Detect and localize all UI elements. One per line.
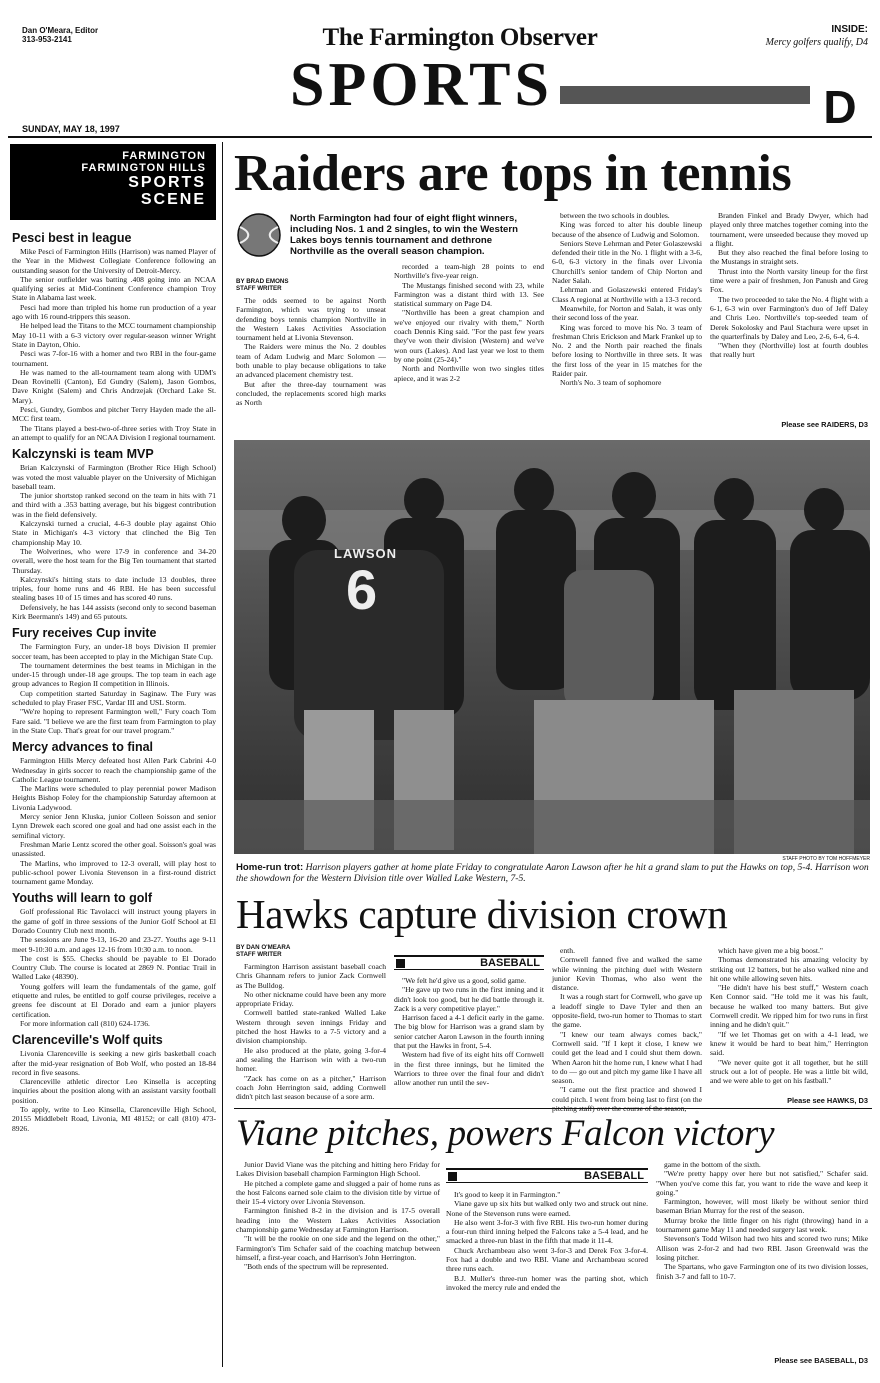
editor-phone: 313-953-2141: [22, 35, 72, 44]
caption-label: Home-run trot:: [236, 862, 304, 873]
brief-headline: Clarenceville's Wolf quits: [12, 1033, 163, 1048]
home-run-photo: [234, 440, 870, 854]
photo-caption: [236, 862, 870, 884]
story-paragraph: "Northville has been a great champion and we've enjoyed our rivalry with them," North coach Dennis King said. "For the past few years they've won their division (Western) and we've won ours (Lakes). And last year we lost to them by one point (25-24).": [394, 308, 544, 364]
story-paragraph: Viane gave up six hits but walked only two and struck out nine. None of the Stevenson runs were earned.: [446, 1199, 648, 1218]
viane-col-1: [236, 1160, 440, 1360]
story-paragraph: "Both ends of the spectrum will be represented.: [244, 1262, 389, 1272]
brief-paragraph: Pesci, Gundry, Gombos and pitcher Terry Hayden made the all-MCC first team.: [12, 405, 216, 424]
scene-line-3: SPORTS: [128, 174, 206, 191]
story-paragraph: game in the bottom of the sixth.: [664, 1160, 761, 1169]
viane-col-2: [446, 1190, 648, 1360]
byline-name: BY DAN O'MEARA: [236, 944, 291, 951]
baseball-tag-icon: [448, 1172, 457, 1181]
editor-name: Dan O'Meara, Editor: [22, 26, 99, 35]
briefs-column: [12, 226, 216, 1366]
sports-scene-box: [10, 144, 216, 220]
masthead-rule: [8, 136, 872, 138]
brief-headline: Pesci best in league: [12, 231, 132, 245]
baseball-tag-label: BASEBALL: [584, 1170, 644, 1182]
viane-headline: Viane pitches, powers Falcon victory: [236, 1113, 775, 1154]
tennis-col-4: [710, 211, 868, 417]
brief-headline: Kalczynski is team MVP: [12, 447, 154, 462]
story-divider: [234, 1108, 872, 1109]
brief-paragraph: Kalczynski turned a crucial, 4-6-3 double play against Ohio State in Michigan's 4-3 victory that clinched the Big Ten championship May 10.: [12, 519, 216, 547]
brief-paragraph: The sessions are June 9-13, 16-20 and 23-27. Youths age 9-11 meet 9-10:30 a.m. and ages 12-16 from 10:30 a.m. to noon.: [12, 935, 216, 954]
tennis-byline: [236, 278, 386, 292]
brief-paragraph: The cost is $55. Checks should be payable to El Dorado Country Club. The course is located at 2869 N. Pontiac Trail in Walled Lake (48390).: [12, 953, 216, 982]
story-paragraph: The Raiders were minus the No. 2 doubles team of Adam Ludwig and Marc Solomon — both unable to play because obligations to take an advanced placement chemistry test.: [236, 342, 386, 380]
brief-paragraph: The Marlins were scheduled to play perennial power Madison Heights Bishop Foley for the championship Saturday afternoon at Livonia Ladywood.: [12, 784, 216, 812]
story-paragraph: "Zack has come on as a pitcher," Harrison coach John Herrington said, adding Cornwell didn't pitch last season because of a sore arm.: [236, 1073, 386, 1102]
hawks-jump-link[interactable]: Please see HAWKS, D3: [787, 1096, 868, 1105]
story-paragraph: "We never quite got it all together, but he still struck out a lot of people. He was a little bit wild, and we were able to get on his fastball.": [710, 1057, 868, 1086]
brief-headline: Fury receives Cup invite: [12, 626, 157, 641]
story-paragraph: "I came out the first practice and showed I could pitch. I went from being last to first (on the: [552, 1085, 702, 1104]
story-paragraph: The odds seemed to be against North Farmington, which was trying to unseat defending boys tennis champion Northville in the Western Lakes Activities Association tournament held at Livonia Stevenson.: [236, 296, 386, 343]
brief-paragraph: Mike Pesci of Farmington Hills (Harrison) was named Player of the Year in the Midwest Collegiate Conference following an outstanding season for the University of Detroit-Mercy.: [12, 247, 216, 275]
story-paragraph: between the two schools in doubles.: [560, 211, 670, 220]
tennis-jump-link[interactable]: Please see RAIDERS, D3: [781, 420, 868, 429]
brief-paragraph: Mercy senior Jenn Kluska, junior Colleen Soisson and senior Lynn Drewek each scored one goal and had one assist each in the semifinal victory.: [12, 812, 216, 840]
tennis-col-2: [394, 262, 544, 440]
story-paragraph: "He gave up two runs in the first inning and it didn't look too good, but he did battle through it. Zack is a very competitive player.": [394, 985, 544, 1013]
viane-jump-link[interactable]: Please see BASEBALL, D3: [774, 1356, 868, 1365]
story-paragraph: "It will be the rookie on one side and the legend on the other," Farmington's Tim Schafer said of the coaching matchup between himself, a first-year coach, and Harrison's John Herrington.: [236, 1234, 440, 1262]
brief-fury: [12, 626, 216, 735]
caption-text: Harrison players gather at home plate Friday to congratulate Aaron Lawson after he hit a grand slam to put the Hawks on top, 5-4. Harrison won the showdown for the Western Division title over Walled Lake Western, 7-5.: [236, 862, 869, 884]
brief-paragraph: Livonia Clarenceville is seeking a new girls basketball coach after the mid-year resignation of Bob Wolf, who posted an 18-84 record in five seasons.: [12, 1049, 216, 1077]
inside-box: [700, 24, 868, 50]
story-paragraph: Murray broke the little finger on his right (throwing) hand in a tournament game May 11 and needed surgery last week.: [656, 1215, 868, 1235]
byline-role: STAFF WRITER: [236, 285, 282, 292]
story-paragraph: "If we let Thomas get on with a 4-1 lead, we knew it would be hard to beat him," Herrington said.: [710, 1029, 868, 1058]
story-paragraph: B.J. Muller's three-run homer was the parting shot, which invoked the mercy rule and ended the: [446, 1273, 648, 1292]
brief-paragraph: The Farmington Fury, an under-18 boys Division II premier soccer team, has been accepted to play in the Michigan State Cup.: [12, 642, 216, 661]
story-paragraph: North's No. 3 team of sophomore: [560, 378, 662, 388]
story-paragraph: Cornwell fanned five and walked the same while winning the pitching duel with Western junior Kevin Thomas, who also went the distance.: [552, 955, 702, 993]
story-paragraph: Farmington Harrison assistant baseball coach Chris Ghannam refers to junior Zack Cornwell as The Bulldog.: [236, 962, 386, 990]
story-paragraph: Stevenson's Todd Wilson had two hits and scored two runs; Mike Allison was 2-for-2 and had two RBI. Jason Greenwald was the losing pitcher.: [656, 1234, 868, 1262]
story-paragraph: The two proceeded to take the No. 4 flight with a 6-1, 6-3 win over Farmington's duo of Jeff Daley and Chris Leo. Northville's top-seeded team of Derek Sokolosky and Paul Stachura were upset in the quarterfinals by Daley and Leo, 2-6, 6-4, 6-4.: [710, 294, 868, 341]
brief-paragraph: He was named to the all-tournament team along with UDM's Dean Rovinelli (Canton), Ed Gundry (Salem), Jason Gombos, Dave Knight (Salem) and Chris Andrzejak (Orchard Lake St. Mary).: [12, 367, 216, 405]
section-title: SPORTS: [290, 51, 554, 119]
section-rule: [560, 86, 810, 104]
brief-paragraph: The tournament determines the best teams in Michigan in the under-15 through under-18 age groups. The top team in each age group advances to Region II competition in Illinois.: [12, 660, 216, 689]
story-paragraph: Lehrman and Golaszewski entered Friday's Class A regional at Northville with a 13-3 record.: [552, 285, 702, 304]
brief-paragraph: Young golfers will learn the fundamentals of the game, golf etiquette and rules, be entitled to golf course privileges, receive a greens fee discount at El Dorado and earn a junior players certification.: [12, 981, 216, 1019]
section-letter: D: [823, 81, 857, 133]
story-paragraph: "We're pretty happy over here but not satisfied," Schafer said. "When you've come this far, you want to ride the wave and keep it going.": [656, 1169, 868, 1197]
brief-paragraph: To apply, write to Leo Kinsella, Clarenceville High School, 20155 Middlebelt Road, Livonia, MI 48152; or call (810) 473-8926.: [12, 1105, 216, 1133]
brief-paragraph: Golf professional Ric Tavolacci will instruct young players in the game of golf in three sessions of the Junior Golf School at El Dorado Country Club next month.: [12, 907, 216, 935]
hawks-col-4: [710, 946, 868, 1094]
story-paragraph: Seniors Steve Lehrman and Peter Golaszewski defended their title in the No. 1 flight with a 3-6, 6-0, 6-3 victory in the finals over Livonia Churchill's senior tandem of Chip Norton and Nader Salah.: [552, 238, 702, 286]
photo-credit: STAFF PHOTO BY TOM HOFFMEYER: [782, 856, 870, 862]
story-paragraph: Farmington finished 8-2 in the division and is 17-5 overall heading into the Western Lakes Activities Association championship game Wednesday at Farmington Harrison.: [236, 1206, 440, 1235]
story-paragraph: King was forced to move his No. 3 team of freshman Chris Erickson and Mark Frankel up to No. 2 and the North pair reached the finals before losing to Northville in three sets. It was the first loss of the year in 15 matches for the Raider pair.: [552, 322, 702, 379]
brief-paragraph: Cup competition started Saturday in Saginaw. The Fury was scheduled to play Fraser FSC, Vardar III and USL Storm.: [12, 688, 216, 708]
story-paragraph: Chuck Archambeau also went 3-for-3 and Derek Fox 3-for-4. Fox had a double and two RBI. Viane and Archambeau scored three runs each.: [446, 1245, 648, 1274]
brief-headline: Mercy advances to final: [12, 740, 154, 755]
story-paragraph: Meanwhile, for Norton and Salah, it was only their second loss of the year.: [552, 303, 702, 323]
brief-kalczynski: [12, 447, 216, 621]
issue-date: SUNDAY, MAY 18, 1997: [22, 124, 120, 134]
story-paragraph: He also produced at the plate, going 3-for-4 and sealing the Harrison win with a two-run homer.: [236, 1045, 386, 1074]
scene-line-2: FARMINGTON HILLS: [81, 162, 206, 174]
story-paragraph: which have given me a big boost.": [718, 946, 823, 955]
story-paragraph: "When they (Northville) lost at fourth doubles that really hurt: [710, 341, 868, 360]
tennis-col-3: [552, 211, 702, 440]
viane-baseball-tag: [446, 1168, 648, 1183]
tennis-deck: North Farmington had four of eight flight winners, including Nos. 1 and 2 singles, to win the Western Lakes boys tennis tournament and dethrone Northville as the overall season champion.: [290, 213, 518, 257]
story-paragraph: "He didn't have his best stuff," Western coach Ken Connor said. "He told me it was his fault, because he walked too many batters. But give Cornwell credit. We ripped him for two runs in first inning and he didn't quit.": [710, 983, 868, 1030]
tennis-ball-icon: [236, 212, 282, 258]
story-paragraph: Cornwell battled state-ranked Walled Lake Western through seven innings Friday and pitched the host Hawks to a 7-5 victory and a division championship.: [236, 1008, 386, 1046]
story-paragraph: He pitched a complete game and slugged a pair of home runs as the host Falcons earned sole claim to the division title by virtue of their 15-4 victory over Livonia Stevenson.: [236, 1178, 440, 1207]
hawks-byline: [236, 944, 386, 958]
paper-name: The Farmington Observer: [322, 24, 598, 51]
brief-golf: [12, 891, 216, 1028]
column-divider: [222, 142, 223, 1367]
scene-line-1: FARMINGTON: [122, 150, 206, 162]
story-paragraph: Branden Finkel and Brady Dwyer, which had played only three matches together coming into the tournament, were unseeded because they moved up a flight.: [710, 211, 868, 248]
brief-paragraph: Freshman Marie Lentz scored the other goal. Soisson's goal was unassisted.: [12, 839, 216, 859]
jersey-name: LAWSON: [334, 546, 398, 561]
byline-role: STAFF WRITER: [236, 951, 282, 958]
brief-paragraph: The Titans played a best-two-of-three series with Troy State in an attempt to qualify for an NCAA Division I regional tournament.: [12, 423, 216, 442]
brief-paragraph: The Marlins, who improved to 12-3 overall, will play host to public-school power Livonia Stevenson in a first-round district tournament game Monday.: [12, 858, 216, 887]
byline-name: BY BRAD EMONS: [236, 278, 289, 285]
brief-paragraph: The Wolverines, who were 17-9 in conference and 34-20 overall, were the host team for the Big Ten tournament that started Thursday.: [12, 546, 216, 575]
story-paragraph: enth.: [560, 946, 575, 955]
story-paragraph: King was forced to alter his double lineup because of the absence of Ludwig and Solomon.: [552, 220, 702, 239]
brief-paragraph: Defensively, he has 144 assists (second only to second baseman Kirk Beermann's 149) and 65 putouts.: [12, 602, 216, 621]
brief-paragraph: Kalczynski's hitting stats to date include 13 doubles, three triples, four home runs and 46 RBI. He has been successful stealing bases 10 of 15 times and has scored 40 runs.: [12, 574, 216, 603]
story-paragraph: No other nickname could have been any more appropriate Friday.: [236, 989, 386, 1009]
story-paragraph: "I knew our team always comes back," Cornwell said. "If I kept it close, I knew we could get the lead and I could shut them down. When Aaron hit the home run, I knew what I had to do — go out and pitch my game like I have all season.: [552, 1029, 702, 1086]
editor-contact: [22, 26, 172, 44]
hawks-col-1: [236, 944, 386, 1104]
story-paragraph: But they also reached the final before losing to the Mustangs in straight sets.: [710, 248, 868, 267]
tennis-headline: Raiders are tops in tennis: [234, 145, 792, 202]
story-paragraph: Farmington, however, will most likely be without senior third baseman Brian Murray for the rest of the season.: [656, 1197, 868, 1216]
story-paragraph: Thomas demonstrated his amazing velocity by striking out 12 batters, but he also walked nine and hit one while allowing seven hits.: [710, 955, 868, 983]
tennis-col-1: [236, 278, 386, 440]
story-paragraph: Thrust into the North varsity lineup for the first time were a pair of freshmen, Jon Panush and Greg Fox.: [710, 266, 868, 295]
story-paragraph: He also went 3-for-3 with five RBI. His two-run homer during a four-run third inning helped the Falcons take a 5-4 lead, and he smacked a three-run blast in the fifth that made it 11-4.: [446, 1217, 648, 1246]
inside-label: INSIDE:: [831, 24, 868, 35]
brief-headline: Youths will learn to golf: [12, 891, 153, 906]
story-paragraph: Harrison faced a 4-1 deficit early in the game. The big blow for Harrison was a grand slam by senior catcher Aaron Lawson in the fourth inning that put the Hawks in front, 5-4.: [394, 1013, 544, 1051]
jersey-number: 6: [346, 558, 378, 621]
story-paragraph: "We felt he'd give us a good, solid game.: [402, 976, 527, 985]
baseball-tag-icon: [396, 959, 405, 968]
hawks-col-2: [394, 976, 544, 1104]
brief-clarenceville: [12, 1033, 216, 1133]
brief-paragraph: For more information call (810) 624-1736.: [20, 1018, 150, 1028]
story-paragraph: It was a rough start for Cornwell, who gave up a leadoff single to Dave Tyler and then an opposite-field, two-run homer to Thomas to start the game.: [552, 992, 702, 1030]
brief-paragraph: Clarenceville athletic director Leo Kinsella is accepting inquiries about the position along with an assistant varsity football position.: [12, 1077, 216, 1105]
story-paragraph: North and Northville won two singles titles apiece, and it was 2-2: [394, 364, 544, 383]
brief-mercy: [12, 740, 216, 886]
hawks-headline: Hawks capture division crown: [236, 891, 728, 937]
hawks-col-3: [552, 946, 702, 1104]
hawks-baseball-tag: [394, 955, 544, 970]
story-paragraph: But after the three-day tournament was concluded, the replacements scored high marks as North: [236, 379, 386, 408]
brief-paragraph: The junior shortstop ranked second on the team in hits with 71 and third with a .353 batting average, but his biggest contribution was in the field defensively.: [12, 491, 216, 519]
story-paragraph: The Mustangs finished second with 23, while Farmington was a distant third with 13. See statistical summary on Page D4.: [394, 280, 544, 309]
team-celebration-image: [234, 440, 870, 854]
story-paragraph: It's good to keep it in Farmington.": [454, 1190, 561, 1199]
brief-paragraph: Pesci was 7-for-16 with a homer and two RBI in the four-game tournament.: [12, 349, 216, 368]
scene-line-4: SCENE: [140, 191, 206, 208]
story-paragraph: Western had five of its eight hits off Cornwell in the first three innings, but he limited the Warriors to three over the final four and didn't allow another run until the sev-: [394, 1050, 544, 1088]
story-paragraph: The Spartans, who gave Farmington one of its two division losses, finish 3-7 and fall to 10-7.: [656, 1262, 868, 1281]
brief-paragraph: Farmington Hills Mercy defeated host Allen Park Cabrini 4-0 Wednesday in girls soccer to reach the championship game of the Catholic League tournament.: [12, 756, 216, 784]
brief-paragraph: Pesci had more than tripled his home run production of a year ago with 16 round-trippers this season.: [12, 302, 216, 322]
story-paragraph: recorded a team-high 28 points to end Northville's five-year reign.: [394, 262, 544, 281]
brief-paragraph: "We're hoping to represent Farmington well," Fury coach Tom Fare said. "I believe we are the first team from Farmington to play in the State Cup. That's great for our travel program.": [12, 707, 216, 735]
inside-teaser[interactable]: Mercy golfers qualify, D4: [765, 37, 868, 48]
brief-pesci: [12, 231, 216, 442]
brief-paragraph: Brian Kalczynski of Farmington (Brother Rice High School) was voted the most valuable player on the University of Michigan baseball team.: [12, 463, 216, 491]
baseball-tag-label: BASEBALL: [480, 957, 540, 969]
story-paragraph: Junior David Viane was the pitching and hitting hero Friday for Lakes Division baseball champion Farmington High School.: [236, 1160, 440, 1179]
brief-paragraph: The senior outfielder was batting .408 going into an NCAA qualifying series at Mid-Continent Conference champion Troy State in Alabama last week.: [12, 274, 216, 303]
viane-col-3: [656, 1160, 868, 1352]
brief-paragraph: He helped lead the Titans to the MCC tournament championship May 10-11 with a 6-3 victory over regular-season winner Wright State in Dayton, Ohio.: [12, 321, 216, 349]
